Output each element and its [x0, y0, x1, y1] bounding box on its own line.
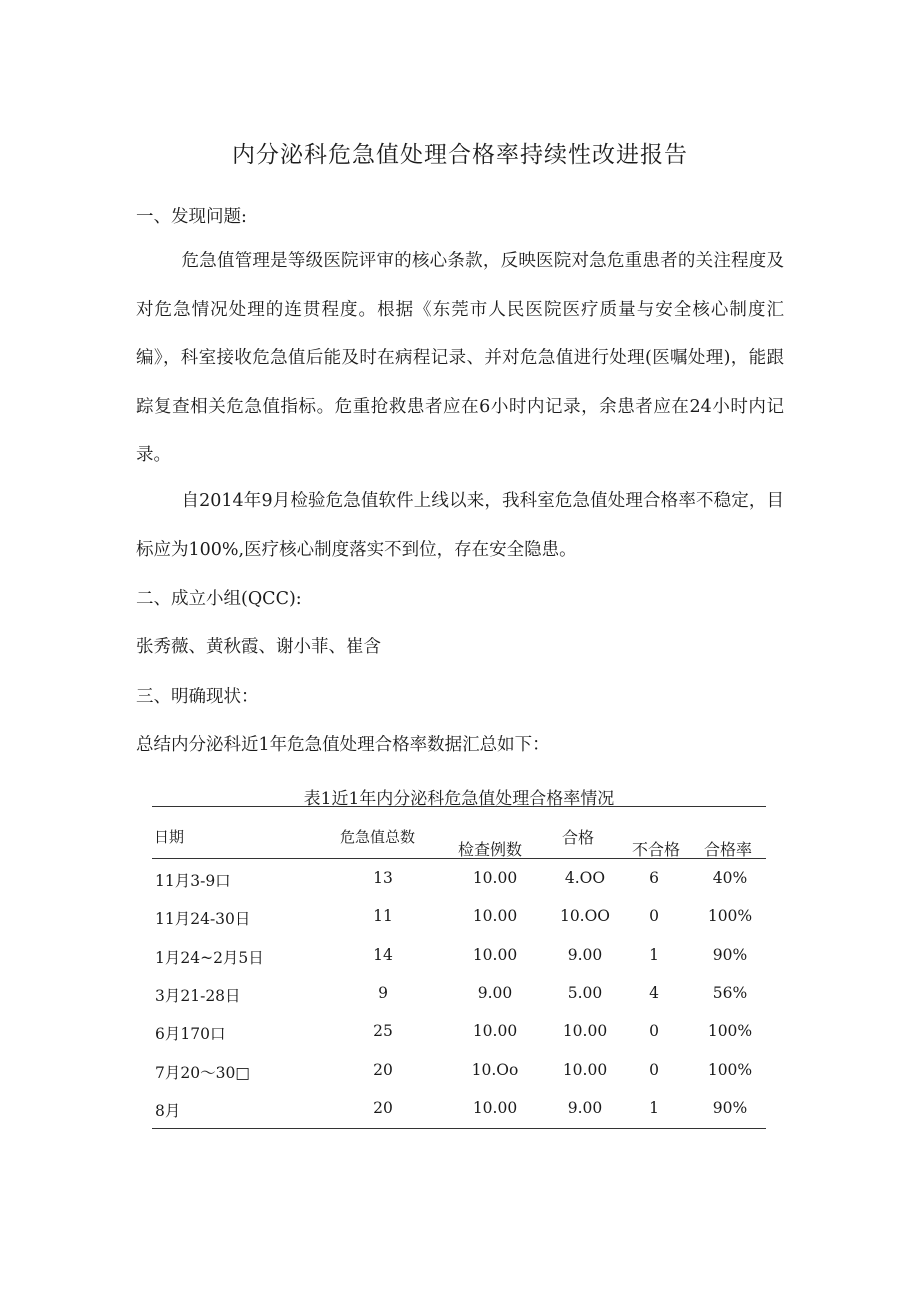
cell-pass: 5.00: [567, 984, 603, 1002]
cell-fail: 0: [649, 907, 659, 925]
cell-rate: 90%: [712, 946, 748, 964]
cell-rate: 90%: [712, 1099, 748, 1117]
header-fail: 不合格: [632, 840, 681, 859]
cell-date: 6月170口: [155, 1025, 226, 1043]
table-caption: 表1近1年内分泌科危急值处理合格率情况: [303, 789, 615, 809]
header-date: 日期: [154, 828, 185, 846]
cell-checked: 10.00: [472, 946, 518, 964]
cell-fail: 0: [649, 1022, 659, 1040]
document-title: 内分泌科危急值处理合格率持续性改进报告: [232, 142, 688, 168]
cell-total: 9: [378, 984, 388, 1002]
cell-fail: 6: [649, 869, 659, 887]
cell-checked: 10.00: [472, 1099, 518, 1117]
cell-date: 3月21-28日: [155, 987, 241, 1005]
cell-rate: 100%: [707, 1022, 753, 1040]
cell-checked: 10.00: [472, 1022, 518, 1040]
cell-fail: 4: [649, 984, 659, 1002]
cell-pass: 10.00: [562, 1022, 608, 1040]
cell-pass: 10.OO: [559, 907, 611, 925]
cell-total: 11: [373, 907, 393, 925]
cell-pass: 9.00: [567, 1099, 603, 1117]
cell-total: 20: [373, 1099, 393, 1117]
cell-date: 11月3-9口: [155, 872, 231, 890]
cell-total: 14: [373, 946, 393, 964]
cell-date: 7月20〜30□: [155, 1064, 250, 1082]
table-bottom-rule: [152, 1128, 766, 1129]
table-top-rule: [152, 806, 766, 807]
cell-rate: 100%: [707, 1061, 753, 1079]
cell-pass: 4.OO: [564, 869, 606, 887]
table-header-rule: [152, 858, 766, 859]
team-members: 张秀薇、黄秋霞、谢小菲、崔含: [136, 637, 381, 657]
cell-total: 25: [373, 1022, 393, 1040]
cell-rate: 100%: [707, 907, 753, 925]
paragraph-problem-status: 自2014年9月检验危急值软件上线以来，我科室危急值处理合格率不稳定，目标应为100%,医疗核心制度落实不到位，存在安全隐患。: [136, 491, 784, 560]
header-checked: 检查例数: [458, 840, 523, 859]
header-total: 危急值总数: [340, 828, 416, 846]
section-heading-1: 一、发现问题:: [136, 207, 247, 227]
cell-fail: 1: [649, 1099, 659, 1117]
section-heading-3: 三、明确现状：: [136, 687, 259, 707]
cell-pass: 9.00: [567, 946, 603, 964]
cell-date: 1月24~2月5日: [155, 949, 264, 967]
section-heading-2: 二、成立小组(QCC):: [136, 589, 302, 609]
cell-checked: 9.00: [477, 984, 513, 1002]
cell-date: 8月: [155, 1102, 181, 1120]
cell-total: 20: [373, 1061, 393, 1079]
cell-rate: 40%: [712, 869, 748, 887]
cell-checked: 10.Oo: [471, 1061, 519, 1079]
cell-checked: 10.00: [472, 907, 518, 925]
cell-rate: 56%: [712, 984, 748, 1002]
paragraph-problem-description: 危急值管理是等级医院评审的核心条款，反映医院对急危重患者的关注程度及对危急情况处理的连贯程度。根据《东莞市人民医院医疗质量与安全核心制度汇编》，科室接收危急值后能及时在病程记录、并对危急值进行处理(医嘱处理)，能跟踪复查相关危急值指标。危重抢救患者应在6小时内记录，余患者应在24小时内记录。: [136, 251, 784, 465]
header-pass: 合格: [562, 828, 595, 847]
header-rate: 合格率: [704, 840, 753, 859]
cell-fail: 1: [649, 946, 659, 964]
cell-checked: 10.00: [472, 869, 518, 887]
cell-total: 13: [373, 869, 393, 887]
cell-date: 11月24-30日: [155, 910, 251, 928]
table-intro-text: 总结内分泌科近1年危急值处理合格率数据汇总如下：: [136, 735, 550, 755]
cell-fail: 0: [649, 1061, 659, 1079]
cell-pass: 10.00: [562, 1061, 608, 1079]
